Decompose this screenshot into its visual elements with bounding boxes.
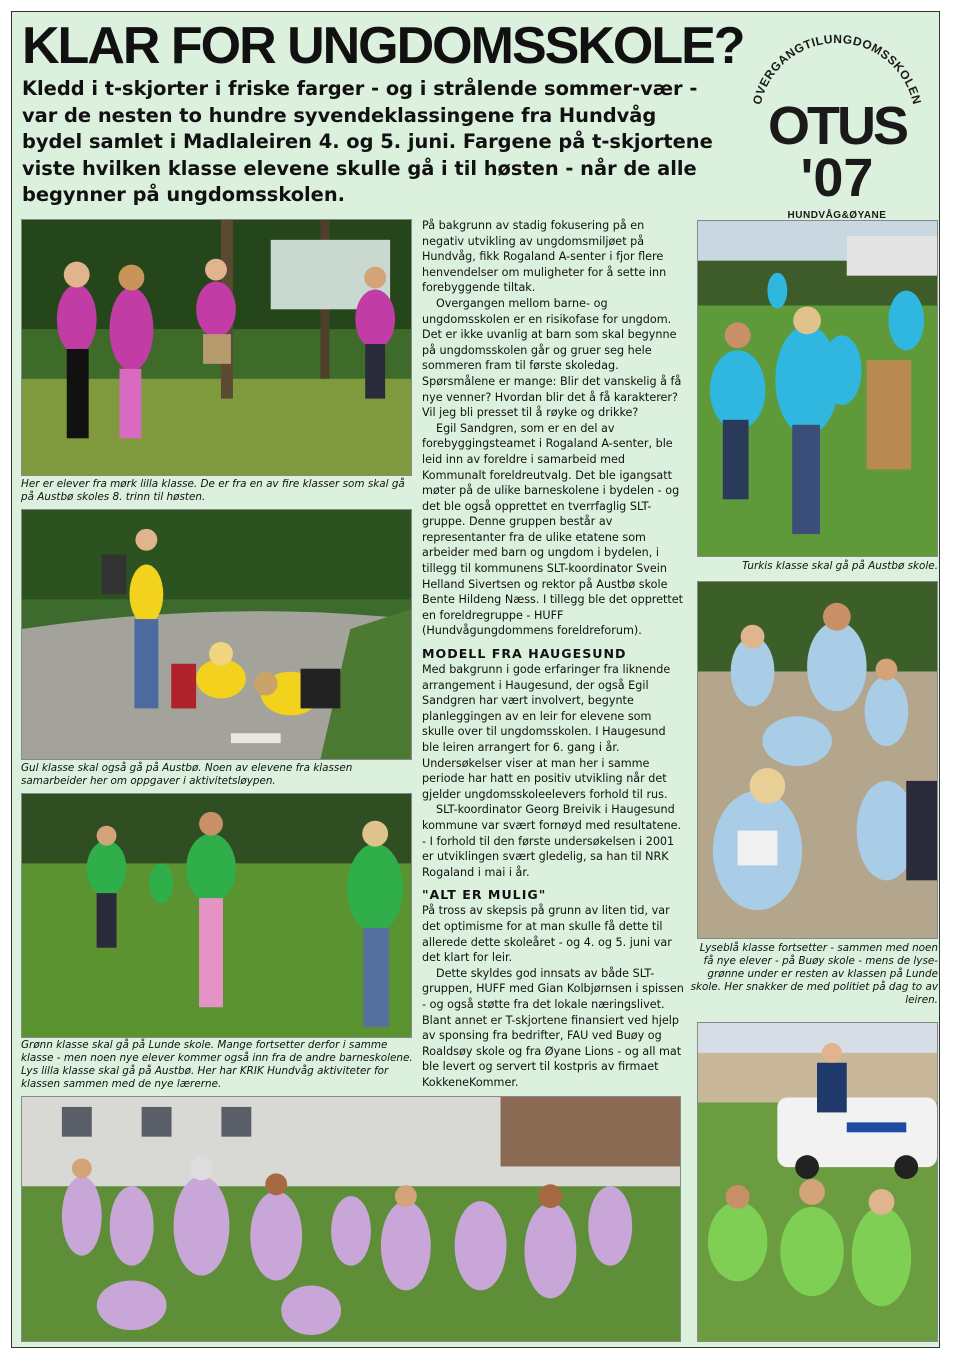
article-subheading: MODELL FRA HAUGESUND xyxy=(422,646,627,662)
caption-yellow: Gul klasse skal også gå på Austbø. Noen av elevene fra klassen samarbeider her om oppgaver i aktivitetsløypen. xyxy=(21,762,353,787)
article-paragraph: Egil Sandgren, som er en del av forebyggingsteamet i Rogaland A-senter, ble leid inn av foreldre i samarbeid med Kommunalt foreldreutvalg. Det ble igangsatt møter på de ulike barneskolene i bydelen - og det ble også opprettet en tverrfaglig SLT-gruppe. Denne gruppen består av representanter fra de ulike etatene som arbeider med barn og ungdom i bydelen, i tillegg til kommunens SLT-koordinator Svein Helland Sivertsen og rektor på Austbø skole Bente Hildeng Næss. I tillegg ble det opprettet en foreldregruppe - HUFF (Hundvågungdommens foreldreforum). xyxy=(422,421,684,638)
article-paragraph: Med bakgrunn i gode erfaringer fra liknende arrangement i Haugesund, der også Egil Sandgren har vært involvert, begynte planleggingen av en leir for elevene som skulle over til ungdomsskolen. I Haugesund ble leiren arrangert for 6. gang i år. Undersøkelser viser at man her i samme periode har hatt en positiv utvikling når det gjelder ungdomsskoleelevers forhold til rus. xyxy=(422,663,671,801)
article-paragraph: SLT-koordinator Georg Breivik i Haugesund kommune var svært fornøyd med resultatene. - I forhold til den første undersøkelsen i 2001 er utviklingen svært gledelig, sa han til NRK Rogaland i mai i år. xyxy=(422,803,682,879)
photo-lilac-light-class xyxy=(21,1096,681,1342)
caption-lightblue: Lyseblå klasse fortsetter - sammen med noen få nye elever - på Buøy skole - mens de lyse-grønne under er resten av klassen på Lunde skole. Her snakker de med politiet på dag to av leiren. xyxy=(690,942,938,1006)
photo-green-class xyxy=(21,793,412,1038)
photo-turquoise-class xyxy=(697,220,938,557)
svg-text:OVERGANGTILUNGDOMSSKOLEN xyxy=(750,32,924,106)
otus-logo xyxy=(739,26,934,226)
logo-year-text: '07 xyxy=(800,148,874,208)
photo-lilac-dark-class xyxy=(21,219,412,476)
logo-bottom-text: HUNDVÅG&ØYANE xyxy=(787,210,887,221)
photo-lightgreen-police xyxy=(697,1022,938,1342)
lead-paragraph: Kledd i t-skjorter i friske farger - og i strålende sommer-vær - var de nesten to hundre syvendeklassingene fra Hundvåg bydel samlet i Madlaleiren 4. og 5. juni. Fargene på t-skjortene viste hvilken klasse elevene skulle gå i til høsten - når de alle begynner på ungdomsskolen. xyxy=(22,77,713,206)
caption-lilac-dark: Her er elever fra mørk lilla klasse. De er fra en av fire klasser som skal gå på Austbø skoles 8. trinn til høsten. xyxy=(21,478,405,503)
article-paragraph: På bakgrunn av stadig fokusering på en negativ utvikling av ungdomsmiljøet på Hundvåg, fikk Rogaland A-senter i fjor flere henvendelser om muligheter for å sette inn forebyggende tiltak. xyxy=(422,219,667,295)
caption-green: Grønn klasse skal gå på Lunde skole. Mange fortsetter derfor i samme klasse - men noen nye elever kommer også inn fra de andre barneskolene. Lys lilla klasse skal gå på Austbø. Her har KRIK Hundvåg aktiviteter for klassen sammen med de nye lærerne. xyxy=(21,1039,413,1090)
photo-lightblue-class xyxy=(697,581,938,939)
article-body xyxy=(422,218,684,1090)
article-paragraph: På tross av skepsis på grunn av liten tid, var det optimisme for at man skulle få dette til allerede dette skoleåret - og 4. og 5. juni var det klart for leir. xyxy=(422,904,672,965)
photo-yellow-class xyxy=(21,509,412,760)
logo-arc-text: OVERGANGTILUNGDOMSSKOLEN xyxy=(749,31,925,107)
logo-main-text: OTUS xyxy=(767,96,907,156)
article-paragraph: Dette skyldes god innsats av både SLT-gruppen, HUFF med Gian Kolbjørnsen i spissen - og også støtte fra det lokale næringslivet. Blant annet er T-skjortene finansiert ved hjelp av sponsing fra bedrifter, FAU ved Buøy og Roaldsøy skole og fra Øyane Lions - og all mat ble levert og servert til kostpris av firmaet KokkeneKommer. xyxy=(422,966,684,1089)
article-paragraph: Overgangen mellom barne- og ungdomsskolen er en risikofase for ungdom. Det er ikke uvanlig at barn som skal begynne på ungdomsskolen går og gruer seg hele sommeren fram til første skoledag. Spørsmålene er mange: Blir det vanskelig å få nye venner? Hvordan blir det å få karakterer? Vil jeg bli presset til å røyke og drikke? xyxy=(422,296,682,420)
magazine-page xyxy=(11,11,940,1348)
article-subheading: "ALT ER MULIG" xyxy=(422,887,547,903)
headline: KLAR FOR UNGDOMSSKOLE? xyxy=(22,17,744,75)
caption-turquoise: Turkis klasse skal gå på Austbø skole. xyxy=(742,560,938,572)
